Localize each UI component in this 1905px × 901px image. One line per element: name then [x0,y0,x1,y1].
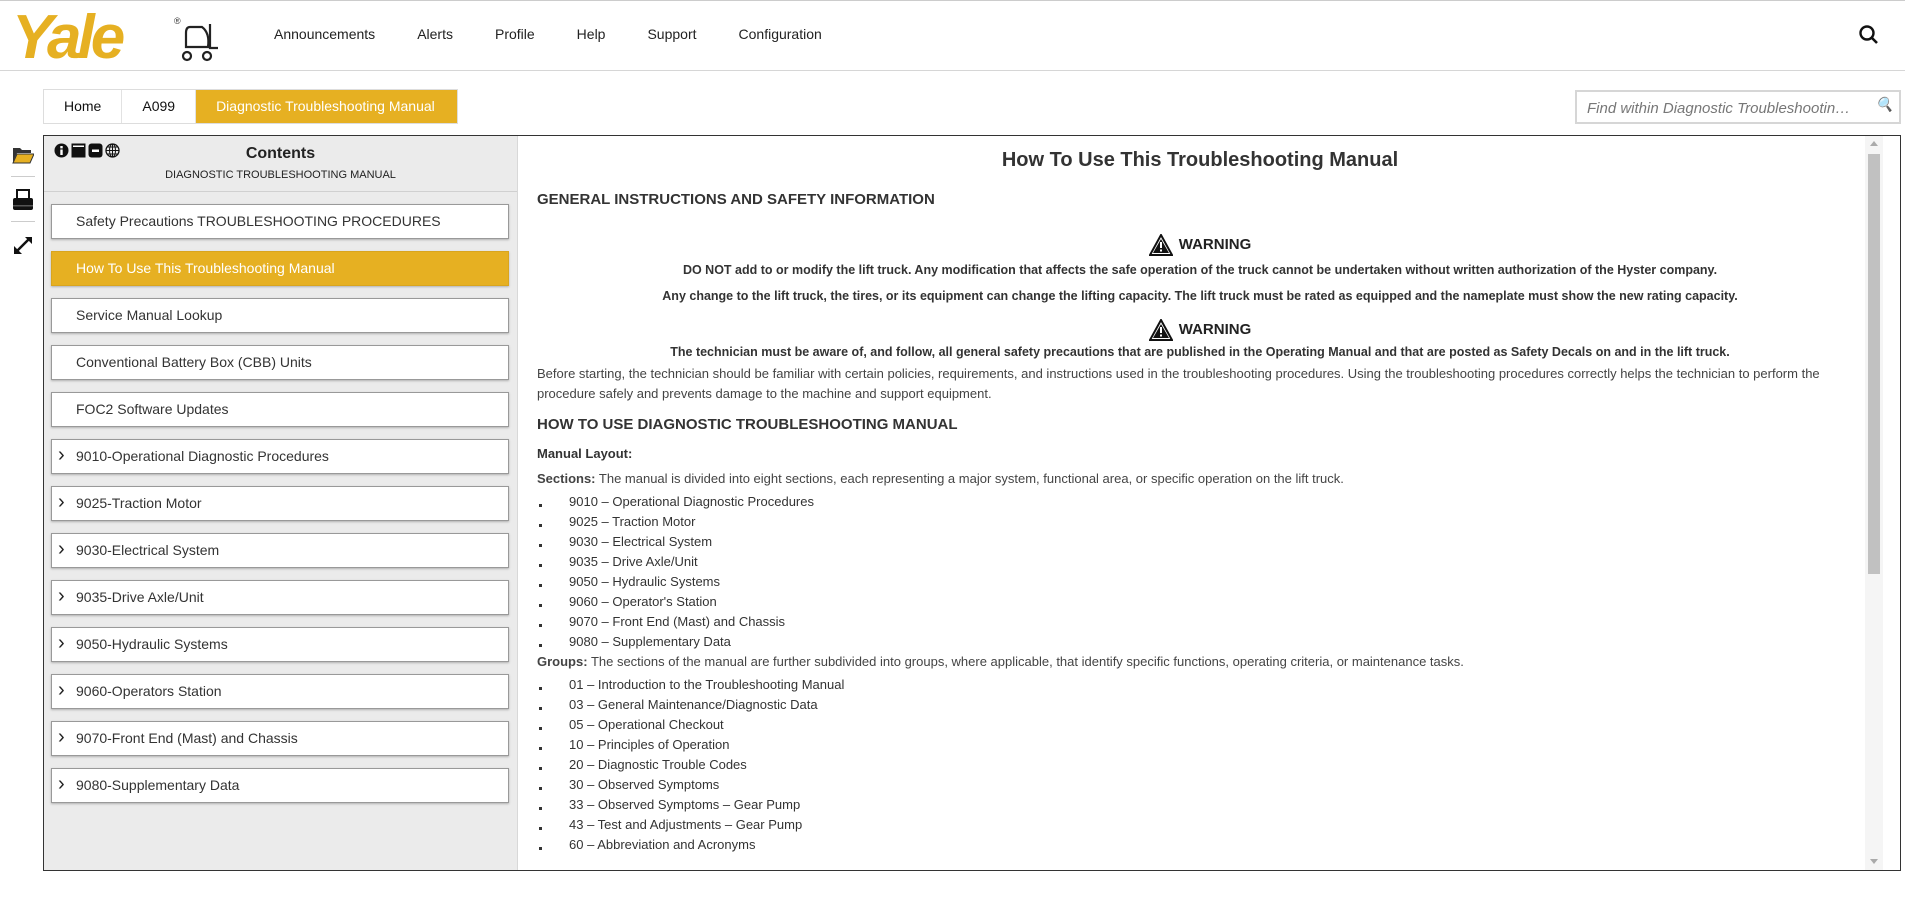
nav-alerts[interactable]: Alerts [417,26,453,42]
contents-list [44,192,517,803]
warning-icon [1149,319,1173,341]
document-title: How To Use This Troubleshooting Manual [1001,149,1399,171]
contents-item[interactable] [51,768,509,803]
list-item: 10 – Principles of Operation [537,735,1883,755]
nav-help[interactable]: Help [576,26,606,42]
contents-item[interactable] [51,674,509,709]
list-item: 9030 – Electrical System [537,532,1883,552]
contents-item[interactable] [51,486,509,521]
chevron-right-icon[interactable]: › [58,585,65,607]
breadcrumb [43,89,458,124]
contents-item-label: 9050-Hydraulic Systems [76,636,228,652]
find-placeholder: Find within Diagnostic Troubleshootin… [1587,100,1851,117]
chevron-right-icon[interactable]: › [58,444,65,466]
breadcrumb-home[interactable]: Home [44,90,122,123]
warning-text: DO NOT add to or modify the lift truck. Any modification that affects the safe operation of the truck cannot be undertaken without written authorization of the Hyster company. [682,263,1718,277]
magnifier-icon[interactable]: 🔍 [1875,96,1893,112]
yale-logo[interactable] [10,2,225,68]
groups-list [537,675,1883,855]
contents-item-label: Conventional Battery Box (CBB) Units [76,354,312,370]
scroll-down-arrow[interactable] [1870,859,1878,864]
contents-item[interactable] [51,392,509,427]
search-icon[interactable] [1858,24,1880,46]
contents-item-label: 9030-Electrical System [76,542,220,558]
groups-label: Groups: [537,654,588,669]
contents-item-label: Safety Precautions TROUBLESHOOTING PROCEDURES [76,213,441,229]
intro-paragraph: Before starting, the technician should be familiar with certain policies, requirements, and instructions used in the troubleshooting procedures. Using the troubleshooting procedures correctly helps the technician to perform the procedure safely and prevents damage to the machine and support equipment. [537,366,1820,401]
list-item: 60 – Abbreviation and Acronyms [537,835,1883,855]
warning-heading [537,234,1883,256]
contents-item-label: 9060-Operators Station [76,683,222,699]
contents-item[interactable] [51,721,509,756]
chevron-right-icon[interactable]: › [58,538,65,560]
contents-item[interactable] [51,298,509,333]
list-item: 9010 – Operational Diagnostic Procedures [537,492,1883,512]
warning-text: Any change to the lift truck, the tires, or its equipment can change the lifting capacity. The lift truck must be rated as equipped and the nameplate must show the new rating capacity. [662,289,1738,303]
main-nav [274,26,864,42]
sections-list [537,492,1883,652]
groups-paragraph [537,652,1883,672]
svg-text:Yale: Yale [12,3,122,68]
list-item: 9070 – Front End (Mast) and Chassis [537,612,1883,632]
contents-item-label: FOC2 Software Updates [76,401,229,417]
nav-announcements[interactable]: Announcements [274,26,376,42]
warning-label: WARNING [1178,235,1252,253]
warning-text: The technician must be aware of, and follow, all general safety precautions that are published in the Operating Manual and that are posted as Safety Decals on and in the lift truck. [670,345,1730,359]
header [0,0,1905,71]
list-item: 9080 – Supplementary Data [537,632,1883,652]
divider [11,221,35,222]
contents-item[interactable] [51,204,509,239]
chevron-right-icon[interactable]: › [58,632,65,654]
groups-text: The sections of the manual are further subdivided into groups, where applicable, that identify specific functions, operating criteria, or maintenance tasks. [587,654,1464,669]
print-icon[interactable] [10,185,36,215]
sections-paragraph [537,469,1883,489]
contents-item-label: 9035-Drive Axle/Unit [76,589,204,605]
nav-configuration[interactable]: Configuration [738,26,822,42]
svg-text:®: ® [174,16,181,26]
contents-item[interactable] [51,580,509,615]
list-item: 30 – Observed Symptoms [537,775,1883,795]
find-within-input[interactable] [1575,90,1901,124]
divider [11,176,35,177]
breadcrumb-current: Diagnostic Troubleshooting Manual [196,90,457,123]
list-item: 05 – Operational Checkout [537,715,1883,735]
contents-item[interactable] [51,345,509,380]
warning-heading [537,319,1883,341]
scrollbar-thumb[interactable] [1868,154,1880,574]
list-item: 20 – Diagnostic Trouble Codes [537,755,1883,775]
side-toolbar [10,140,36,260]
list-item: 9050 – Hydraulic Systems [537,572,1883,592]
scrollbar[interactable] [1865,136,1883,870]
chevron-right-icon[interactable]: › [58,679,65,701]
list-item: 33 – Observed Symptoms – Gear Pump [537,795,1883,815]
contents-item[interactable] [51,627,509,662]
contents-item[interactable] [51,439,509,474]
list-item: 9035 – Drive Axle/Unit [537,552,1883,572]
scroll-up-arrow[interactable] [1870,141,1878,146]
contents-item-label: 9025-Traction Motor [76,495,202,511]
contents-item[interactable] [51,533,509,568]
list-item: 9025 – Traction Motor [537,512,1883,532]
expand-icon[interactable] [10,230,36,260]
open-folder-icon[interactable] [10,140,36,170]
section-heading-howto: HOW TO USE DIAGNOSTIC TROUBLESHOOTING MANUAL [537,416,958,433]
breadcrumb-a099[interactable]: A099 [122,90,196,123]
contents-item[interactable] [51,251,509,286]
contents-item-label: Service Manual Lookup [76,307,223,323]
chevron-right-icon[interactable]: › [58,491,65,513]
contents-item-label: How To Use This Troubleshooting Manual [76,260,335,276]
section-heading-general: GENERAL INSTRUCTIONS AND SAFETY INFORMATION [537,191,935,208]
list-item: 43 – Test and Adjustments – Gear Pump [537,815,1883,835]
contents-item-label: 9070-Front End (Mast) and Chassis [76,730,298,746]
contents-header [44,136,517,192]
warning-icon [1149,234,1173,256]
chevron-right-icon[interactable]: › [58,726,65,748]
document-pane [519,136,1883,870]
nav-support[interactable]: Support [647,26,697,42]
sections-label: Sections: [537,471,596,486]
chevron-right-icon[interactable]: › [58,773,65,795]
contents-item-label: 9080-Supplementary Data [76,777,240,793]
contents-item-label: 9010-Operational Diagnostic Procedures [76,448,329,464]
contents-title: Contents [245,145,316,162]
sections-text: The manual is divided into eight sections, each representing a major system, functional area, or specific operation on the lift truck. [595,471,1344,486]
list-item: 03 – General Maintenance/Diagnostic Data [537,695,1883,715]
contents-panel [44,136,518,870]
manual-layout-label: Manual Layout: [537,446,633,461]
list-item: 9060 – Operator's Station [537,592,1883,612]
manual-viewer [43,135,1901,871]
warning-label: WARNING [1178,320,1252,338]
contents-subtitle: DIAGNOSTIC TROUBLESHOOTING MANUAL [165,169,396,181]
list-item: 01 – Introduction to the Troubleshooting Manual [537,675,1883,695]
nav-profile[interactable]: Profile [494,26,535,42]
